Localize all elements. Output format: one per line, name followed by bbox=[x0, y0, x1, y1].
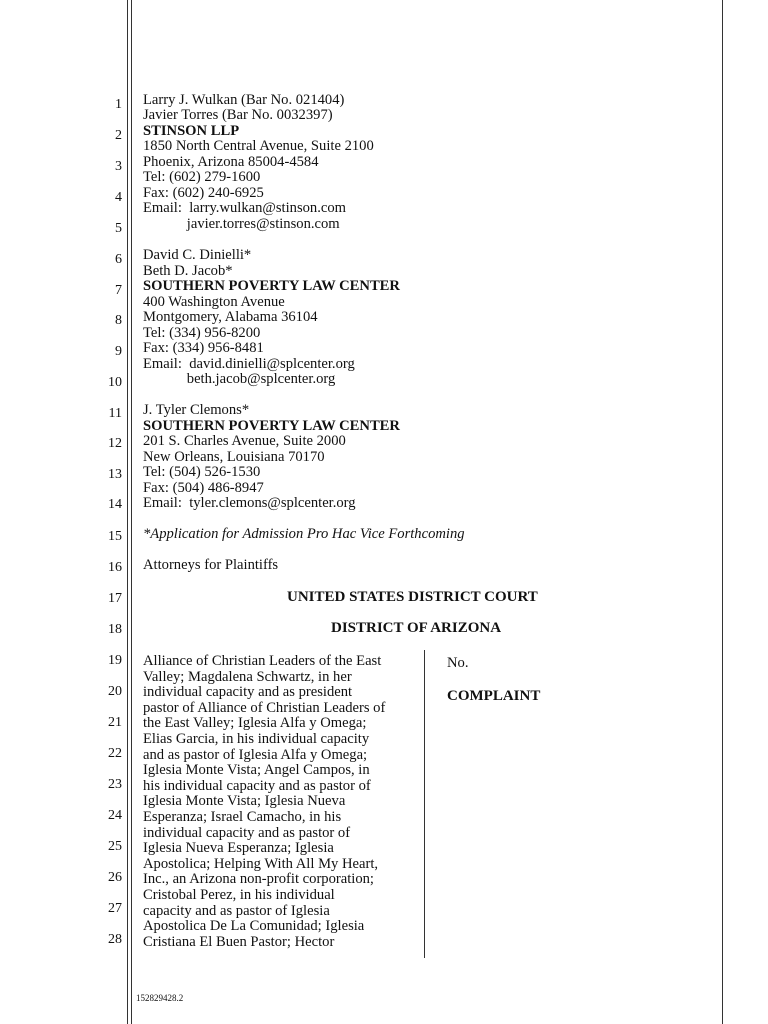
caption-party-line: Alliance of Christian Leaders of the East bbox=[143, 653, 382, 669]
counsel-line: Fax: (602) 240-6925 bbox=[143, 185, 264, 201]
court-district: DISTRICT OF ARIZONA bbox=[331, 620, 502, 636]
line-number: 19 bbox=[108, 653, 122, 668]
document-title: COMPLAINT bbox=[447, 688, 541, 704]
line-number: 20 bbox=[108, 684, 122, 699]
caption-party-line: Apostolica; Helping With All My Heart, bbox=[143, 855, 379, 872]
right-margin-rule bbox=[722, 0, 723, 1024]
caption-party-line: Esperanza; Israel Camacho, in his bbox=[143, 808, 342, 825]
document-id: 152829428.2 bbox=[136, 993, 184, 1003]
counsel-line: Larry J. Wulkan (Bar No. 021404) bbox=[143, 92, 345, 108]
line-number: 1 bbox=[115, 97, 122, 112]
counsel-line: Javier Torres (Bar No. 0032397) bbox=[143, 107, 333, 123]
caption-party-line: Cristobal Perez, in his individual bbox=[143, 886, 335, 903]
counsel-line: Fax: (504) 486-8947 bbox=[143, 480, 264, 496]
counsel-line: SOUTHERN POVERTY LAW CENTER bbox=[143, 418, 400, 434]
counsel-line: STINSON LLP bbox=[143, 123, 240, 139]
counsel-line: 1850 North Central Avenue, Suite 2100 bbox=[143, 138, 374, 154]
caption-party-line: Iglesia Monte Vista; Iglesia Nueva bbox=[143, 793, 346, 810]
caption-parties bbox=[143, 654, 418, 950]
counsel-line: 400 Washington Avenue bbox=[143, 294, 285, 310]
case-number-label: No. bbox=[447, 655, 469, 671]
caption-party-line: Apostolica De La Comunidad; Iglesia bbox=[143, 918, 365, 935]
caption-party-line: individual capacity and as pastor of bbox=[143, 824, 351, 841]
caption-party-line: Cristiana El Buen Pastor; Hector bbox=[143, 933, 335, 950]
counsel-line: Email: larry.wulkan@stinson.com bbox=[143, 200, 346, 216]
counsel-line: Phoenix, Arizona 85004-4584 bbox=[143, 154, 319, 170]
line-number: 7 bbox=[115, 283, 122, 298]
counsel-line: SOUTHERN POVERTY LAW CENTER bbox=[143, 278, 400, 294]
line-number: 18 bbox=[108, 622, 122, 637]
line-number: 23 bbox=[108, 777, 122, 792]
counsel-line: Montgomery, Alabama 36104 bbox=[143, 309, 318, 325]
line-number: 26 bbox=[108, 870, 122, 885]
line-number: 15 bbox=[108, 529, 122, 544]
caption-party-line: pastor of Alliance of Christian Leaders of bbox=[143, 699, 386, 716]
line-number: 14 bbox=[108, 497, 122, 512]
counsel-line: *Application for Admission Pro Hac Vice Forthcoming bbox=[143, 526, 465, 542]
line-number: 21 bbox=[108, 715, 122, 730]
counsel-line: Attorneys for Plaintiffs bbox=[143, 557, 279, 573]
caption-party-line: Valley; Magdalena Schwartz, in her bbox=[143, 668, 352, 685]
caption-party-line: and as pastor of Iglesia Alfa y Omega; bbox=[143, 746, 368, 763]
counsel-line: Tel: (602) 279-1600 bbox=[143, 169, 261, 185]
caption-party-line: his individual capacity and as pastor of bbox=[143, 777, 371, 794]
line-number: 4 bbox=[115, 190, 122, 205]
caption-party-line: Iglesia Nueva Esperanza; Iglesia bbox=[143, 840, 334, 857]
left-margin-rule-inner bbox=[131, 0, 132, 1024]
line-number: 22 bbox=[108, 746, 122, 761]
caption-party-line: Inc., an Arizona non-profit corporation; bbox=[143, 871, 374, 888]
line-number: 9 bbox=[115, 344, 122, 359]
line-number: 5 bbox=[115, 221, 122, 236]
line-number: 8 bbox=[115, 313, 122, 328]
caption-party-line: Iglesia Monte Vista; Angel Campos, in bbox=[143, 762, 370, 779]
left-margin-rule-outer bbox=[127, 0, 128, 1024]
counsel-line: Email: david.dinielli@splcenter.org bbox=[143, 356, 355, 372]
line-number: 10 bbox=[108, 375, 122, 390]
counsel-line: Email: tyler.clemons@splcenter.org bbox=[143, 495, 356, 511]
counsel-line: David C. Dinielli* bbox=[143, 247, 252, 263]
line-number: 12 bbox=[108, 436, 122, 451]
line-number: 25 bbox=[108, 839, 122, 854]
line-number: 6 bbox=[115, 252, 122, 267]
counsel-line: Beth D. Jacob* bbox=[143, 263, 233, 279]
court-name: UNITED STATES DISTRICT COURT bbox=[287, 589, 538, 605]
line-number: 28 bbox=[108, 932, 122, 947]
line-number: 2 bbox=[115, 128, 122, 143]
caption-party-line: Elias Garcia, in his individual capacity bbox=[143, 730, 370, 747]
counsel-line: 201 S. Charles Avenue, Suite 2000 bbox=[143, 433, 346, 449]
counsel-line: beth.jacob@splcenter.org bbox=[143, 371, 336, 387]
counsel-line: javier.torres@stinson.com bbox=[143, 216, 340, 232]
line-number: 16 bbox=[108, 560, 122, 575]
counsel-line: Tel: (504) 526-1530 bbox=[143, 464, 261, 480]
line-number: 3 bbox=[115, 159, 122, 174]
line-number: 13 bbox=[108, 467, 122, 482]
caption-party-line: individual capacity and as president bbox=[143, 684, 353, 701]
line-number: 17 bbox=[108, 591, 122, 606]
counsel-line: Tel: (334) 956-8200 bbox=[143, 325, 261, 341]
caption-divider bbox=[424, 650, 425, 958]
caption-party-line: the East Valley; Iglesia Alfa y Omega; bbox=[143, 715, 367, 732]
caption-party-line: capacity and as pastor of Iglesia bbox=[143, 902, 330, 919]
counsel-line: New Orleans, Louisiana 70170 bbox=[143, 449, 325, 465]
counsel-line: J. Tyler Clemons* bbox=[143, 402, 250, 418]
line-number: 11 bbox=[108, 406, 122, 421]
line-number: 27 bbox=[108, 901, 122, 916]
counsel-line: Fax: (334) 956-8481 bbox=[143, 340, 264, 356]
line-number: 24 bbox=[108, 808, 122, 823]
